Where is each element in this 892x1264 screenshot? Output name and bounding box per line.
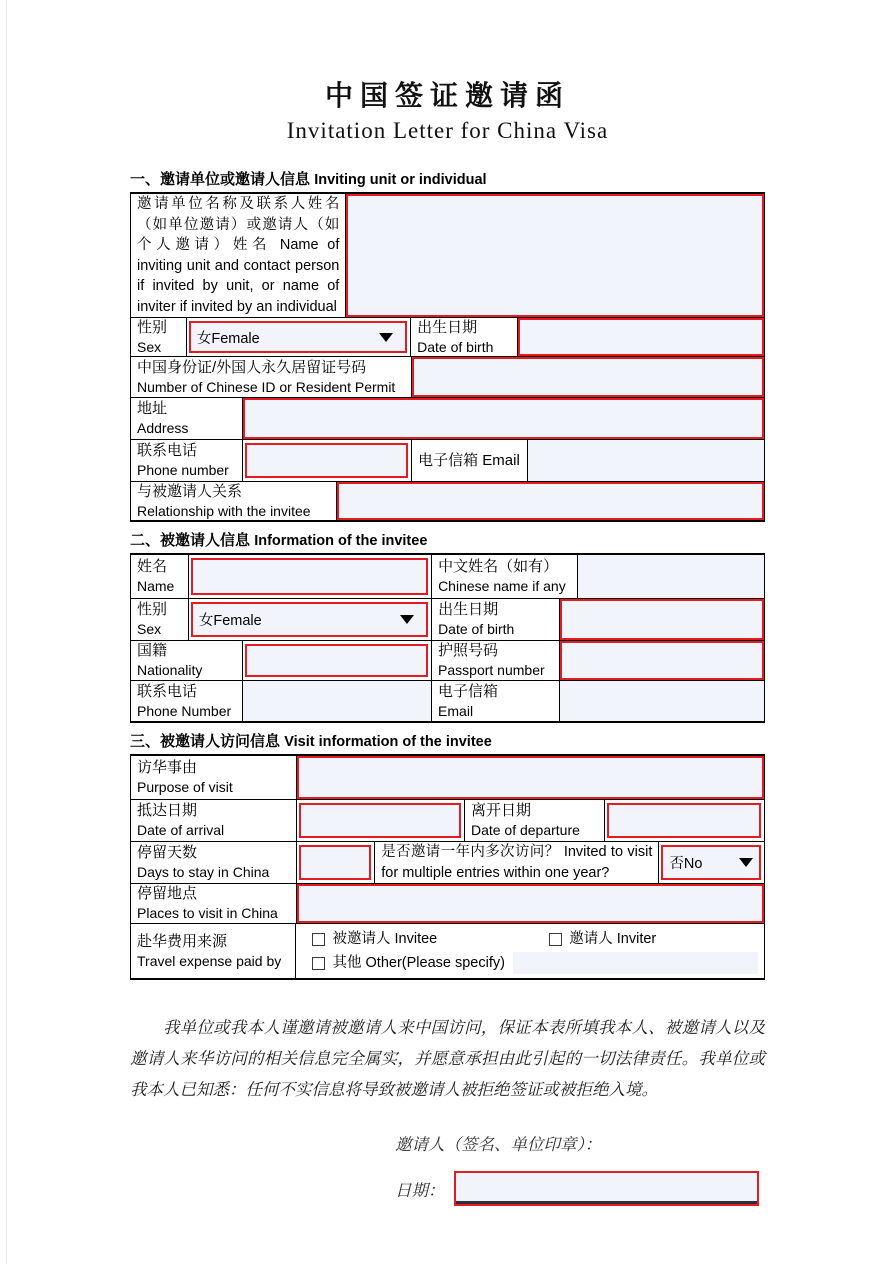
sex-dropdown[interactable]: 女Female xyxy=(189,321,407,353)
departure-input[interactable] xyxy=(607,803,761,838)
table-row xyxy=(131,194,764,318)
address-input[interactable] xyxy=(243,398,764,439)
invitee-checkbox[interactable] xyxy=(312,933,325,946)
phone-label: 联系电话 Phone number xyxy=(131,440,243,481)
passport-cell xyxy=(560,641,764,680)
arrival-cell xyxy=(297,800,465,841)
page-subtitle: Invitation Letter for China Visa xyxy=(286,118,609,143)
expense-option-row xyxy=(312,952,758,974)
other-checkbox-label: 其他 Other(Please specify) xyxy=(332,955,505,971)
invitee-dob-label: 出生日期 Date of birth xyxy=(432,599,560,640)
email-input[interactable] xyxy=(528,440,764,481)
phone-cell xyxy=(243,440,412,481)
table-row xyxy=(131,800,764,842)
sex-cell xyxy=(187,318,411,356)
invitee-sex-dropdown[interactable]: 女Female xyxy=(191,602,428,637)
chinese-name-label: 中文姓名（如有） Chinese name if any xyxy=(432,555,578,598)
nationality-cell xyxy=(243,641,432,680)
days-label: 停留天数 Days to stay in China xyxy=(131,842,297,883)
multiple-entry-label: 是否邀请一年内多次访问？ Invited to visit for multiple entries within one year? xyxy=(375,842,659,883)
sex-label: 性别 Sex xyxy=(131,318,187,356)
chinese-name-input[interactable] xyxy=(578,555,764,598)
id-number-cell xyxy=(412,357,764,397)
places-input[interactable] xyxy=(297,884,764,923)
chinese-name-cell xyxy=(578,555,764,598)
table-row xyxy=(131,842,764,884)
table-row xyxy=(131,641,764,681)
table-row xyxy=(131,555,764,599)
table-row xyxy=(131,884,764,924)
date-input[interactable] xyxy=(454,1171,759,1206)
places-label: 停留地点 Places to visit in China xyxy=(131,884,297,923)
other-checkbox[interactable] xyxy=(312,957,325,970)
table-row xyxy=(131,924,764,978)
invitee-name-label: 姓名 Name xyxy=(131,555,189,598)
date-row xyxy=(395,1171,765,1206)
nationality-input[interactable] xyxy=(245,644,428,677)
invitee-email-label: 电子信箱 Email xyxy=(432,681,560,721)
invitee-sex-cell xyxy=(189,599,432,640)
section2-table xyxy=(130,553,765,723)
inviter-name-cell xyxy=(346,194,764,317)
section3-header-en: Visit information of the invitee xyxy=(284,734,492,750)
other-specify-input[interactable] xyxy=(513,952,758,974)
invitee-name-cell xyxy=(189,555,432,598)
inviter-name-label: 邀请单位名称及联系人姓名（如单位邀请）或邀请人（如个人邀请）姓名 Name of inviting unit and contact person if invited by unit, or name of inviter if invited by an individual xyxy=(131,194,346,317)
dropdown-arrow-icon xyxy=(400,615,414,624)
dob-label: 出生日期 Date of birth xyxy=(411,318,518,356)
section3-table xyxy=(130,754,765,980)
address-label: 地址 Address xyxy=(131,398,243,439)
table-row xyxy=(131,440,764,482)
invitee-dob-input[interactable] xyxy=(560,599,764,640)
departure-cell xyxy=(605,800,764,841)
section1-header xyxy=(130,168,765,192)
inviter-signature-label: 邀请人（签名、单位印章）： xyxy=(395,1135,602,1154)
inviter-checkbox[interactable] xyxy=(549,933,562,946)
invitee-sex-label: 性别 Sex xyxy=(131,599,189,640)
relationship-input[interactable] xyxy=(337,482,764,520)
id-number-input[interactable] xyxy=(412,357,764,397)
section3-header xyxy=(130,730,765,754)
email-cell xyxy=(528,440,764,481)
inviter-checkbox-label: 邀请人 Inviter xyxy=(569,931,657,947)
days-cell xyxy=(297,842,376,883)
page-title: 中国签证邀请函 xyxy=(324,81,570,112)
phone-input[interactable] xyxy=(245,443,408,478)
page-edge-line xyxy=(6,0,7,1264)
arrival-label: 抵达日期 Date of arrival xyxy=(131,800,297,841)
relationship-label: 与被邀请人关系 Relationship with the invitee xyxy=(131,482,337,520)
expense-option-row xyxy=(312,928,758,950)
purpose-cell xyxy=(297,756,764,799)
id-number-label: 中国身份证/外国人永久居留证号码 Number of Chinese ID or Resident Permit xyxy=(131,357,412,397)
table-row xyxy=(131,756,764,800)
dropdown-arrow-icon xyxy=(379,333,393,342)
section1-header-zh: 一、邀请单位或邀请人信息 xyxy=(130,171,311,188)
table-row xyxy=(131,318,764,357)
inviter-name-input[interactable] xyxy=(346,194,764,317)
invitee-email-cell xyxy=(560,681,764,721)
section1-table xyxy=(130,192,765,522)
places-cell xyxy=(297,884,764,923)
invitee-phone-label: 联系电话 Phone Number xyxy=(131,681,243,721)
purpose-label: 访华事由 Purpose of visit xyxy=(131,756,297,799)
table-row xyxy=(131,599,764,641)
dob-cell xyxy=(518,318,764,356)
email-label: 电子信箱 Email xyxy=(412,440,528,481)
section2-header-en: Information of the invitee xyxy=(254,533,428,549)
table-row xyxy=(131,357,764,398)
section1-header-en: Inviting unit or individual xyxy=(314,172,487,188)
invitee-checkbox-label: 被邀请人 Invitee xyxy=(332,931,438,947)
invitee-phone-input[interactable] xyxy=(243,681,431,721)
section2-header xyxy=(130,529,765,553)
invitee-email-input[interactable] xyxy=(560,681,764,721)
passport-input[interactable] xyxy=(560,641,764,680)
table-row xyxy=(131,681,764,721)
passport-label: 护照号码 Passport number xyxy=(432,641,560,680)
expense-label: 赴华费用来源 Travel expense paid by xyxy=(131,924,296,978)
declaration-paragraph: 我单位或我本人谨邀请被邀请人来中国访问，保证本表所填我本人、被邀请人以及邀请人来华访问的相关信息完全属实，并愿意承担由此引起的一切法律责任。我单位或我本人已知悉：任何不实信息将导致被邀请人被拒绝签证或被拒绝入境。 xyxy=(130,1018,765,1099)
invitee-phone-cell xyxy=(243,681,432,721)
expense-options xyxy=(296,924,764,978)
address-cell xyxy=(243,398,764,439)
table-row xyxy=(131,398,764,440)
invitee-name-input[interactable] xyxy=(191,558,428,595)
section2-header-zh: 二、被邀请人信息 xyxy=(130,532,251,549)
document-page xyxy=(130,0,765,1206)
date-label: 日期： xyxy=(395,1180,445,1200)
section3-header-zh: 三、被邀请人访问信息 xyxy=(130,733,281,750)
departure-label: 离开日期 Date of departure xyxy=(465,800,605,841)
dropdown-arrow-icon xyxy=(739,858,753,867)
multiple-entry-cell xyxy=(659,842,764,883)
invitee-dob-cell xyxy=(560,599,764,640)
multiple-entry-dropdown[interactable]: 否No xyxy=(661,845,761,880)
purpose-input[interactable] xyxy=(297,756,764,799)
dob-input[interactable] xyxy=(518,318,764,356)
arrival-input[interactable] xyxy=(299,803,461,838)
nationality-label: 国籍 Nationality xyxy=(131,641,243,680)
relationship-cell xyxy=(337,482,764,520)
days-input[interactable] xyxy=(299,845,372,880)
table-row xyxy=(131,482,764,520)
